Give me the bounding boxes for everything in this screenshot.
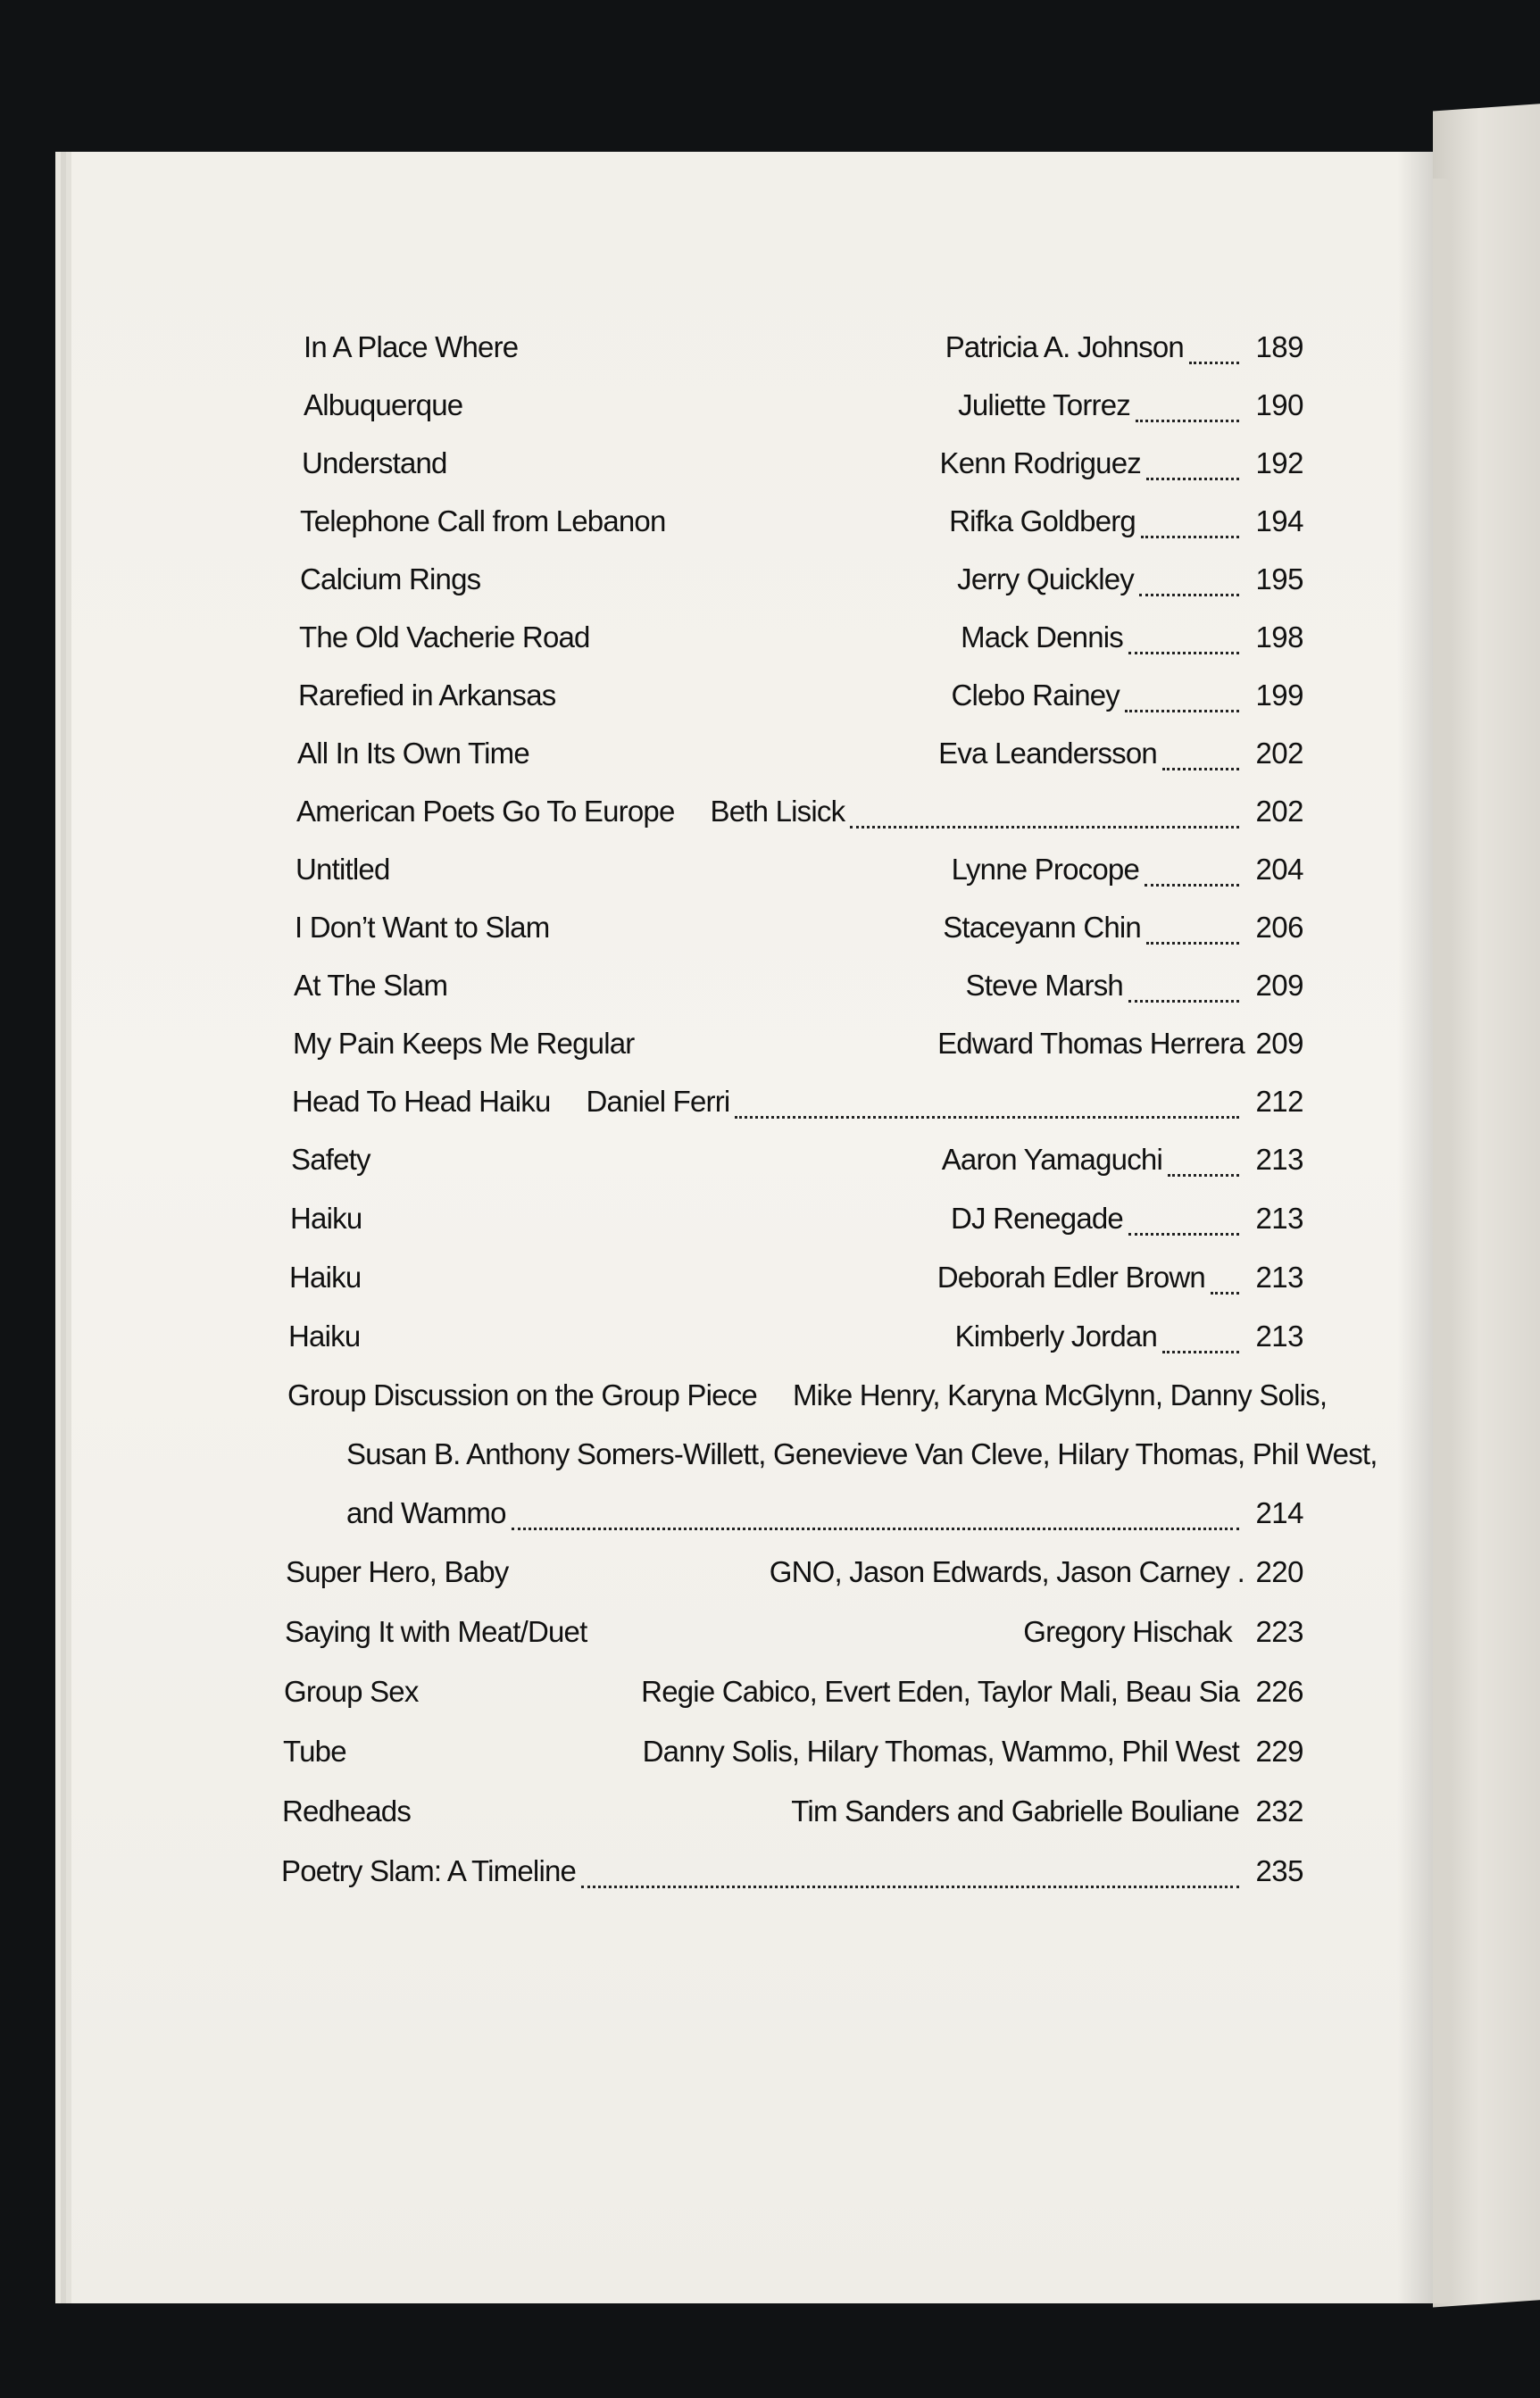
leader-dots <box>1128 1224 1239 1236</box>
entry-page-number: 209 <box>1255 969 1303 1002</box>
entry-title: Untitled <box>296 853 390 886</box>
entry-title: Redheads <box>282 1794 412 1828</box>
entry-page-number: 220 <box>1255 1555 1303 1588</box>
entry-title: Group Sex <box>284 1675 419 1708</box>
leader-dots <box>1145 875 1239 887</box>
leader-dots <box>1128 643 1239 654</box>
toc-entry <box>284 1675 1303 1714</box>
entry-author: GNO, Jason Edwards, Jason Carney . <box>769 1555 1244 1588</box>
leader-dots <box>1125 701 1239 712</box>
toc-entry <box>293 1027 1303 1066</box>
entry-author: Lynne Procope <box>951 853 1139 886</box>
entry-title: In A Place Where <box>304 330 519 363</box>
leader-dots <box>581 1877 1239 1888</box>
entry-page-number: 213 <box>1255 1320 1303 1353</box>
entry-page-number: 194 <box>1255 504 1303 537</box>
toc-entry <box>291 1143 1303 1182</box>
entry-author: Daniel Ferri <box>586 1085 730 1118</box>
entry-page-number: 189 <box>1255 330 1303 363</box>
entry-page-number: 198 <box>1255 620 1303 654</box>
entry-author: DJ Renegade <box>950 1202 1123 1235</box>
entry-page-number: 213 <box>1255 1143 1303 1176</box>
toc-entry-continuation <box>346 1496 1303 1536</box>
leader-dots <box>1136 411 1239 422</box>
entry-author: Beth Lisick <box>710 795 845 828</box>
toc-entry <box>290 1202 1303 1241</box>
toc-entry <box>297 737 1303 776</box>
entry-title: American Poets Go To Europe <box>296 795 675 828</box>
entry-title: Saying It with Meat/Duet <box>285 1615 587 1648</box>
leader-dots <box>1162 759 1239 770</box>
entry-page-number: 235 <box>1255 1854 1303 1887</box>
toc-entry <box>299 620 1303 660</box>
entry-author: Steve Marsh <box>965 969 1123 1002</box>
entry-page-number: 212 <box>1255 1085 1303 1118</box>
entry-page-number: 206 <box>1255 911 1303 944</box>
toc-entry <box>289 1261 1303 1300</box>
entry-page-number: 202 <box>1255 795 1303 828</box>
entry-title: My Pain Keeps Me Regular <box>293 1027 635 1060</box>
entry-title: I Don’t Want to Slam <box>295 911 550 944</box>
toc-entry <box>304 330 1303 370</box>
entry-author-continued: Susan B. Anthony Somers-Willett, Genevieve Van Cleve, Hilary Thomas, Phil West, <box>346 1437 1378 1470</box>
toc-entry <box>287 1378 1328 1418</box>
leader-dots <box>1146 469 1239 480</box>
toc-entry <box>300 562 1303 602</box>
toc-entry <box>281 1854 1303 1894</box>
entry-page-number: 202 <box>1255 737 1303 770</box>
toc-entry <box>286 1555 1303 1595</box>
leader-dots <box>1128 991 1239 1003</box>
toc-entry <box>283 1735 1303 1774</box>
entry-page-number: 214 <box>1255 1496 1303 1529</box>
toc-entry <box>294 969 1303 1008</box>
entry-author: Aaron Yamaguchi <box>941 1143 1162 1176</box>
toc-entry <box>292 1085 1303 1124</box>
entry-title: Telephone Call from Lebanon <box>300 504 666 537</box>
leader-dots <box>735 1107 1239 1119</box>
entry-page-number: 213 <box>1255 1261 1303 1294</box>
entry-title: Haiku <box>288 1320 361 1353</box>
entry-author: Edward Thomas Herrera <box>937 1027 1244 1060</box>
entry-page-number: 229 <box>1255 1735 1303 1768</box>
entry-title: Rarefied in Arkansas <box>298 679 556 712</box>
entry-title: Albuquerque <box>304 388 463 421</box>
leader-dots <box>512 1519 1239 1530</box>
entry-title: Group Discussion on the Group Piece <box>287 1378 757 1411</box>
entry-author: Eva Leandersson <box>938 737 1157 770</box>
entry-title: The Old Vacherie Road <box>299 620 590 654</box>
entry-author: Mack Dennis <box>961 620 1123 654</box>
toc-entry <box>300 504 1303 544</box>
leader-dots <box>1162 1342 1239 1353</box>
entry-author: Mike Henry, Karyna McGlynn, Danny Solis, <box>792 1378 1328 1411</box>
entry-title: Calcium Rings <box>300 562 481 595</box>
entry-title: Haiku <box>290 1202 362 1235</box>
leader-dots <box>1168 1165 1239 1177</box>
entry-page-number: 213 <box>1255 1202 1303 1235</box>
entry-title: Tube <box>283 1735 346 1768</box>
toc-entry <box>298 679 1303 718</box>
entry-title: Haiku <box>289 1261 362 1294</box>
entry-page-number: 232 <box>1255 1794 1303 1828</box>
toc-entry <box>288 1320 1303 1359</box>
leader-dots <box>1141 527 1239 538</box>
toc-entry <box>285 1615 1303 1654</box>
toc-entry <box>295 911 1303 950</box>
entry-page-number: 195 <box>1255 562 1303 595</box>
entry-author: Clebo Rainey <box>951 679 1120 712</box>
leader-dots <box>1146 933 1239 945</box>
entry-author: Staceyann Chin <box>943 911 1141 944</box>
entry-title: Super Hero, Baby <box>286 1555 509 1588</box>
entry-title: Head To Head Haiku <box>292 1085 551 1118</box>
leader-dots <box>1211 1283 1239 1295</box>
leader-dots <box>1139 585 1239 596</box>
entry-author: Patricia A. Johnson <box>945 330 1184 363</box>
entry-title: Poetry Slam: A Timeline <box>281 1854 577 1887</box>
entry-page-number: 192 <box>1255 446 1303 479</box>
entry-page-number: 209 <box>1255 1027 1303 1060</box>
toc-entry <box>302 446 1303 486</box>
table-of-contents <box>71 152 1433 2303</box>
entry-author: Danny Solis, Hilary Thomas, Wammo, Phil West <box>642 1735 1239 1768</box>
entry-author-continued: and Wammo <box>346 1496 506 1529</box>
entry-author: Rifka Goldberg <box>949 504 1136 537</box>
entry-author: Jerry Quickley <box>957 562 1134 595</box>
toc-entry <box>296 795 1303 834</box>
entry-title: Understand <box>302 446 447 479</box>
entry-page-number: 223 <box>1255 1615 1303 1648</box>
entry-page-number: 190 <box>1255 388 1303 421</box>
entry-title: At The Slam <box>294 969 448 1002</box>
book-page <box>71 152 1433 2303</box>
entry-author: Deborah Edler Brown <box>936 1261 1205 1294</box>
entry-title: All In Its Own Time <box>297 737 529 770</box>
leader-dots <box>850 817 1239 828</box>
entry-author: Juliette Torrez <box>958 388 1130 421</box>
entry-page-number: 199 <box>1255 679 1303 712</box>
entry-author: Regie Cabico, Evert Eden, Taylor Mali, Beau Sia <box>641 1675 1239 1708</box>
entry-page-number: 226 <box>1255 1675 1303 1708</box>
toc-entry <box>282 1794 1303 1834</box>
entry-title: Safety <box>291 1143 370 1176</box>
toc-entry-continuation <box>346 1437 1378 1477</box>
entry-author: Kimberly Jordan <box>954 1320 1157 1353</box>
toc-entry <box>304 388 1303 428</box>
entry-author: Gregory Hischak <box>1023 1615 1232 1648</box>
entry-page-number: 204 <box>1255 853 1303 886</box>
leader-dots <box>1189 353 1239 364</box>
toc-entry <box>296 853 1303 892</box>
entry-author: Tim Sanders and Gabrielle Bouliane <box>791 1794 1239 1828</box>
entry-author: Kenn Rodriguez <box>939 446 1141 479</box>
